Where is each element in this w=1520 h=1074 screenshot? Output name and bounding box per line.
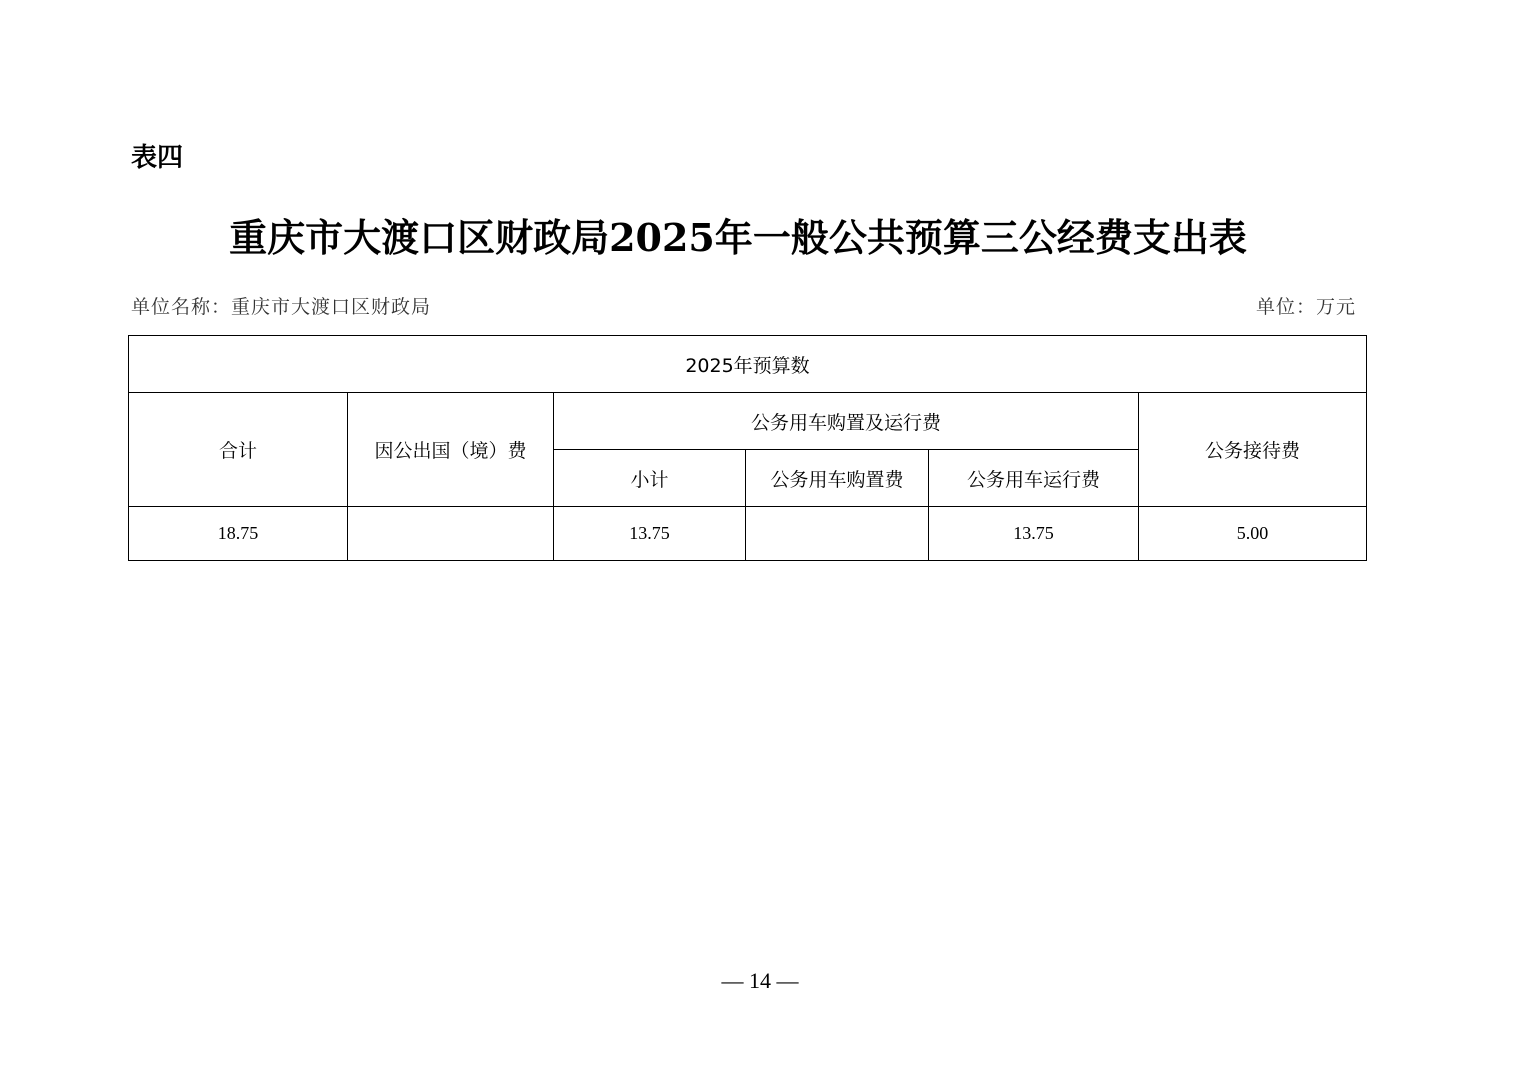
header-vehicle-purchase: 公务用车购置费 — [746, 450, 929, 507]
header-subtotal: 小计 — [554, 450, 746, 507]
cell-vehicle-purchase — [746, 507, 929, 561]
cell-subtotal: 13.75 — [554, 507, 746, 561]
table-label: 表四 — [131, 143, 184, 173]
page-number: — 14 — — [721, 968, 799, 993]
table-header-row — [129, 393, 1367, 450]
table-header-row — [129, 336, 1367, 393]
page-title: 重庆市大渡口区财政局2025年一般公共预算三公经费支出表 — [229, 215, 1247, 260]
group-header-cell: 2025年预算数 — [129, 336, 1367, 393]
header-total: 合计 — [129, 393, 348, 507]
header-vehicle-group: 公务用车购置及运行费 — [554, 393, 1139, 450]
budget-table — [128, 335, 1367, 561]
cell-total: 18.75 — [129, 507, 348, 561]
cell-vehicle-operation: 13.75 — [929, 507, 1139, 561]
cell-abroad — [348, 507, 554, 561]
header-vehicle-operation: 公务用车运行费 — [929, 450, 1139, 507]
unit-label: 单位：万元 — [1255, 296, 1356, 318]
header-reception: 公务接待费 — [1139, 393, 1367, 507]
table-row — [129, 507, 1367, 561]
unit-name-label: 单位名称：重庆市大渡口区财政局 — [131, 296, 432, 318]
cell-reception: 5.00 — [1139, 507, 1367, 561]
header-abroad: 因公出国（境）费 — [348, 393, 554, 507]
